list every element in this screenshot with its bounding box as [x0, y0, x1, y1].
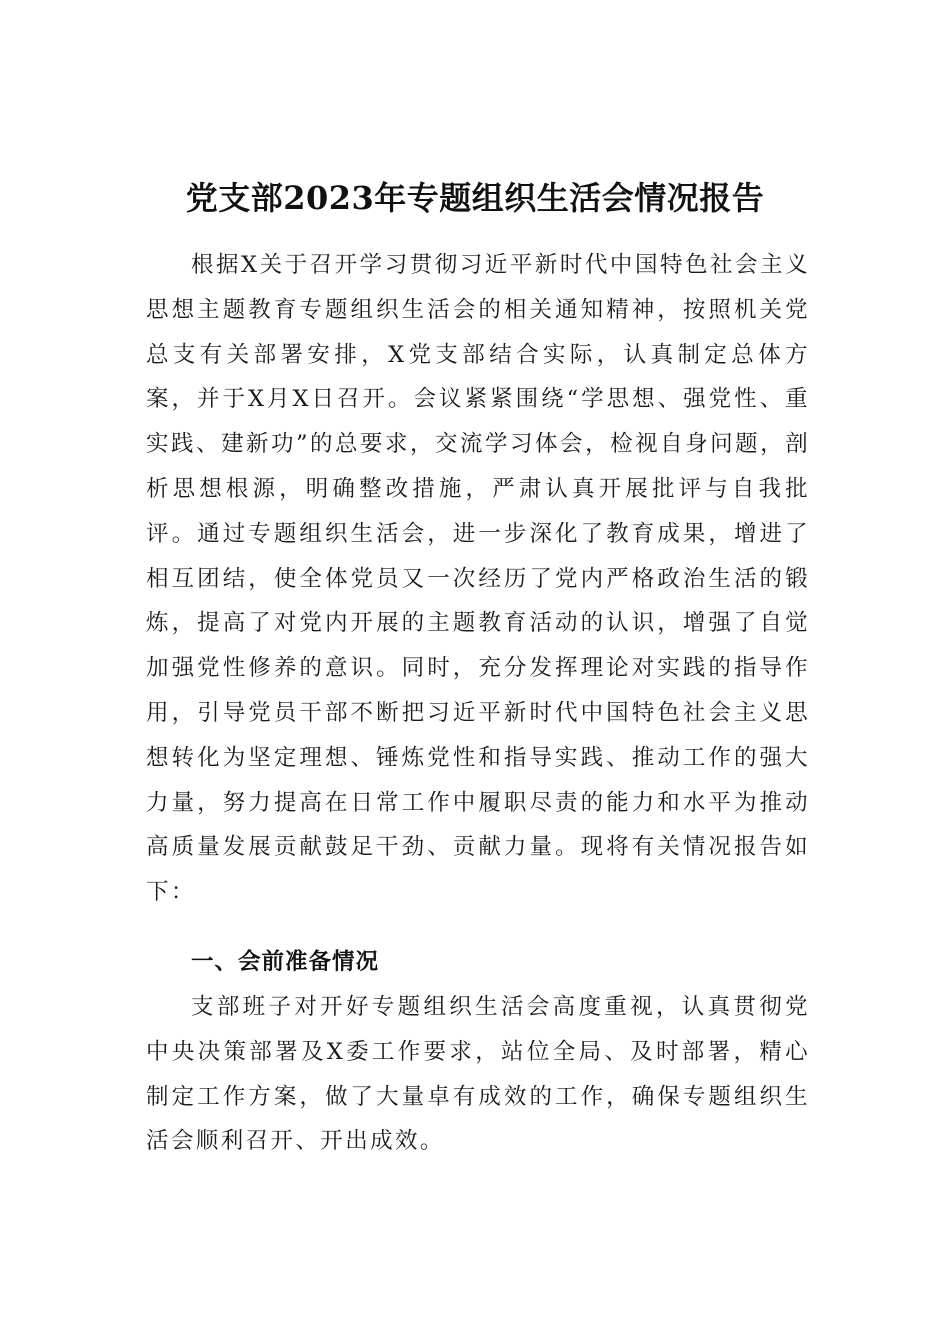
document-title: 党支部2023年专题组织生活会情况报告: [185, 179, 765, 217]
section-paragraph: 支部班子对开好专题组织生活会高度重视，认真贯彻党中央决策部署及X委工作要求，站位全局、及时部署，精心制定工作方案，做了大量卓有成效的工作，确保专题组织生活会顺利召开、开出成效。: [146, 994, 810, 1155]
intro-paragraph: 根据X关于召开学习贯彻习近平新时代中国特色社会主义思想主题教育专题组织生活会的相关通知精神，按照机关党总支有关部署安排，X党支部结合实际，认真制定总体方案，并于X月X日召开。会议紧紧围绕“学思想、强党性、重实践、建新功”的总要求，交流学习体会，检视自身问题，剖析思想根源，明确整改措施，严肃认真开展批评与自我批评。通过专题组织生活会，进一步深化了教育成果，增进了相互团结，使全体党员又一次经历了党内严格政治生活的锻炼，提高了对党内开展的主题教育活动的认识，增强了自觉加强党性修养的意识。同时，充分发挥理论对实践的指导作用，引导党员干部不断把习近平新时代中国特色社会主义思想转化为坚定理想、锤炼党性和指导实践、推动工作的强大力量，努力提高在日常工作中履职尽责的能力和水平为推动高质量发展贡献鼓足干劲、贡献力量。现将有关情况报告如下：: [146, 252, 810, 906]
section-heading-pre-meeting-preparation: 一、会前准备情况: [191, 949, 380, 975]
